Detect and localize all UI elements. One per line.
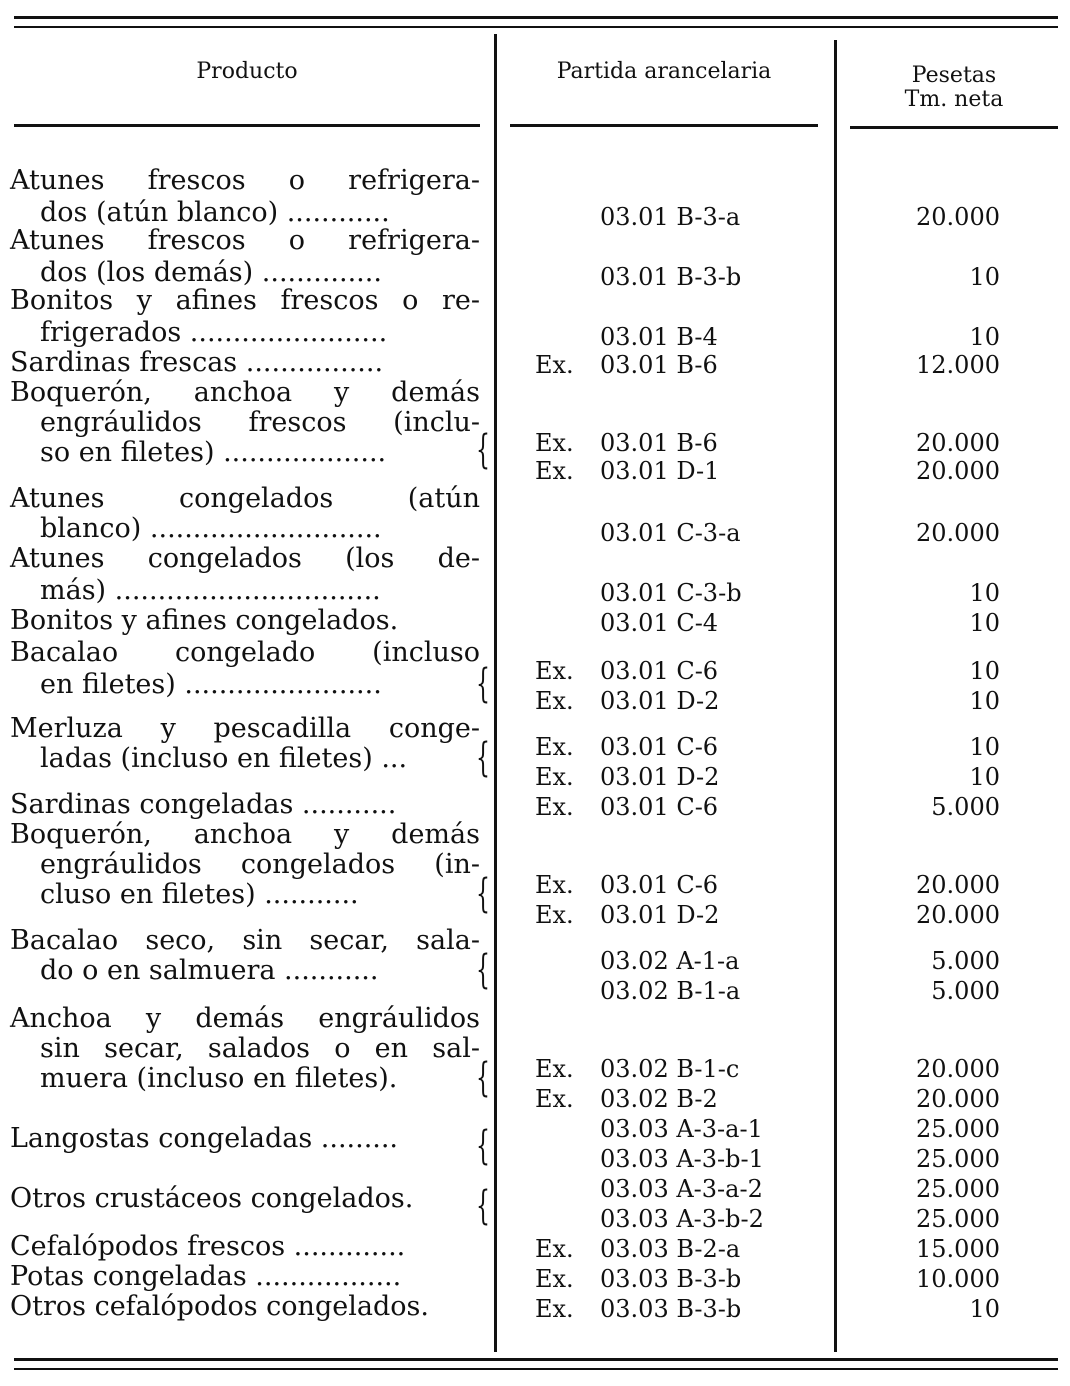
header-pesetas-line2: Tm. neta (904, 87, 1004, 112)
tariff-code: 03.01 D-2 (600, 763, 720, 791)
product-line: Cefalópodos frescos ............. (10, 1231, 406, 1262)
header-rule-producto (14, 124, 480, 127)
ex-marker: Ex. (535, 1055, 574, 1083)
product-line: Merluza y pescadilla conge- (10, 713, 480, 744)
group-brace-icon: { (476, 1055, 490, 1101)
product-line: Boquerón, anchoa y demás (10, 819, 480, 850)
product-line: Atunes frescos o refrigera- (10, 225, 480, 256)
tariff-code: 03.02 A-1-a (600, 947, 740, 975)
ex-marker: Ex. (535, 1235, 574, 1263)
tariff-code: 03.01 B-3-a (600, 203, 741, 231)
tariff-code: 03.01 B-4 (600, 323, 718, 351)
product-line: Potas congeladas ................. (10, 1261, 402, 1292)
tariff-code: 03.03 A-3-a-1 (600, 1115, 763, 1143)
peseta-value: 5.000 (931, 977, 1000, 1005)
tariff-code: 03.02 B-1-a (600, 977, 741, 1005)
tariff-code: 03.03 A-3-b-1 (600, 1145, 764, 1173)
product-line: dos (atún blanco) ............ (40, 197, 390, 228)
group-brace-icon: { (476, 427, 490, 473)
product-line: Atunes frescos o refrigera- (10, 165, 480, 196)
tariff-code: 03.02 B-1-c (600, 1055, 740, 1083)
product-line: Otros crustáceos congelados. (10, 1183, 414, 1214)
ex-marker: Ex. (535, 1265, 574, 1293)
tariff-code: 03.03 A-3-a-2 (600, 1175, 763, 1203)
product-line: frigerados ....................... (40, 317, 388, 348)
product-line: Anchoa y demás engráulidos (10, 1003, 480, 1034)
product-line: Bacalao seco, sin secar, sala- (10, 925, 480, 956)
product-line: do o en salmuera ........... (40, 955, 379, 986)
tariff-code: 03.03 B-2-a (600, 1235, 741, 1263)
ex-marker: Ex. (535, 1085, 574, 1113)
product-line: engráulidos congelados (in- (40, 849, 480, 880)
peseta-value: 25.000 (916, 1115, 1000, 1143)
tariff-code: 03.01 B-6 (600, 351, 718, 379)
peseta-value: 20.000 (916, 901, 1000, 929)
tariff-code: 03.02 B-2 (600, 1085, 718, 1113)
ex-marker: Ex. (535, 657, 574, 685)
product-line: dos (los demás) .............. (40, 257, 382, 288)
product-line: Boquerón, anchoa y demás (10, 377, 480, 408)
header-producto: Producto (196, 59, 298, 84)
tariff-code: 03.01 C-6 (600, 793, 719, 821)
peseta-value: 10 (969, 657, 1000, 685)
product-line: más) ............................... (40, 575, 381, 606)
tariff-code: 03.01 D-2 (600, 901, 720, 929)
ex-marker: Ex. (535, 763, 574, 791)
tariff-code: 03.03 A-3-b-2 (600, 1205, 764, 1233)
ex-marker: Ex. (535, 1295, 574, 1323)
header-partida: Partida arancelaria (556, 59, 772, 84)
top-rule-1 (14, 16, 1058, 19)
tariff-code: 03.01 B-6 (600, 429, 718, 457)
tariff-code: 03.03 B-3-b (600, 1265, 742, 1293)
peseta-value: 5.000 (931, 793, 1000, 821)
product-line: so en filetes) ................... (40, 437, 387, 468)
group-brace-icon: { (476, 947, 490, 993)
tariff-code: 03.03 B-3-b (600, 1295, 742, 1323)
ex-marker: Ex. (535, 457, 574, 485)
peseta-value: 25.000 (916, 1205, 1000, 1233)
peseta-value: 20.000 (916, 203, 1000, 231)
product-line: Atunes congelados (los de- (10, 543, 480, 574)
header-rule-pesetas (850, 126, 1058, 129)
product-line: engráulidos frescos (inclu- (40, 407, 480, 438)
product-line: Bacalao congelado (incluso (10, 637, 480, 668)
peseta-value: 20.000 (916, 871, 1000, 899)
ex-marker: Ex. (535, 687, 574, 715)
product-line: sin secar, salados o en sal- (40, 1033, 480, 1064)
ex-marker: Ex. (535, 871, 574, 899)
peseta-value: 10.000 (916, 1265, 1000, 1293)
tariff-code: 03.01 C-6 (600, 657, 719, 685)
bottom-rule-1 (14, 1358, 1058, 1361)
header-pesetas-line1: Pesetas (911, 63, 997, 88)
peseta-value: 10 (969, 687, 1000, 715)
peseta-value: 25.000 (916, 1175, 1000, 1203)
tariff-code: 03.01 D-1 (600, 457, 720, 485)
ex-marker: Ex. (535, 901, 574, 929)
product-line: ladas (incluso en filetes) ... (40, 743, 408, 774)
peseta-value: 10 (969, 1295, 1000, 1323)
ex-marker: Ex. (535, 793, 574, 821)
group-brace-icon: { (476, 735, 490, 781)
peseta-value: 20.000 (916, 457, 1000, 485)
product-line: Langostas congeladas ......... (10, 1123, 399, 1154)
group-brace-icon: { (476, 1183, 490, 1229)
ex-marker: Ex. (535, 351, 574, 379)
product-line: Otros cefalópodos congelados. (10, 1291, 429, 1322)
group-brace-icon: { (476, 1123, 490, 1169)
peseta-value: 20.000 (916, 519, 1000, 547)
peseta-value: 20.000 (916, 1055, 1000, 1083)
peseta-value: 15.000 (916, 1235, 1000, 1263)
peseta-value: 20.000 (916, 429, 1000, 457)
bottom-rule-2 (14, 1368, 1058, 1370)
header-rule-partida (510, 124, 818, 127)
tariff-code: 03.01 C-6 (600, 871, 719, 899)
group-brace-icon: { (476, 661, 490, 707)
product-line: Bonitos y afines frescos o re- (10, 285, 480, 316)
peseta-value: 10 (969, 263, 1000, 291)
product-line: blanco) ........................... (40, 513, 382, 544)
product-line: Bonitos y afines congelados. (10, 605, 399, 636)
peseta-value: 5.000 (931, 947, 1000, 975)
ex-marker: Ex. (535, 429, 574, 457)
tariff-code: 03.01 B-3-b (600, 263, 742, 291)
peseta-value: 20.000 (916, 1085, 1000, 1113)
peseta-value: 25.000 (916, 1145, 1000, 1173)
product-line: cluso en filetes) ........... (40, 879, 359, 910)
tariff-code: 03.01 C-3-a (600, 519, 741, 547)
product-line: en filetes) ....................... (40, 669, 382, 700)
peseta-value: 10 (969, 323, 1000, 351)
peseta-value: 10 (969, 733, 1000, 761)
column-divider-2 (834, 40, 837, 1352)
ex-marker: Ex. (535, 733, 574, 761)
peseta-value: 10 (969, 609, 1000, 637)
column-divider-1 (494, 34, 497, 1352)
peseta-value: 10 (969, 579, 1000, 607)
tariff-code: 03.01 C-4 (600, 609, 719, 637)
product-line: Atunes congelados (atún (10, 483, 480, 514)
tariff-code: 03.01 C-6 (600, 733, 719, 761)
peseta-value: 10 (969, 763, 1000, 791)
product-line: Sardinas frescas ................ (10, 347, 384, 378)
group-brace-icon: { (476, 871, 490, 917)
product-line: muera (incluso en filetes). (40, 1063, 398, 1094)
tariff-code: 03.01 C-3-b (600, 579, 742, 607)
peseta-value: 12.000 (916, 351, 1000, 379)
tariff-code: 03.01 D-2 (600, 687, 720, 715)
top-rule-2 (14, 26, 1058, 28)
product-line: Sardinas congeladas ........... (10, 789, 397, 820)
